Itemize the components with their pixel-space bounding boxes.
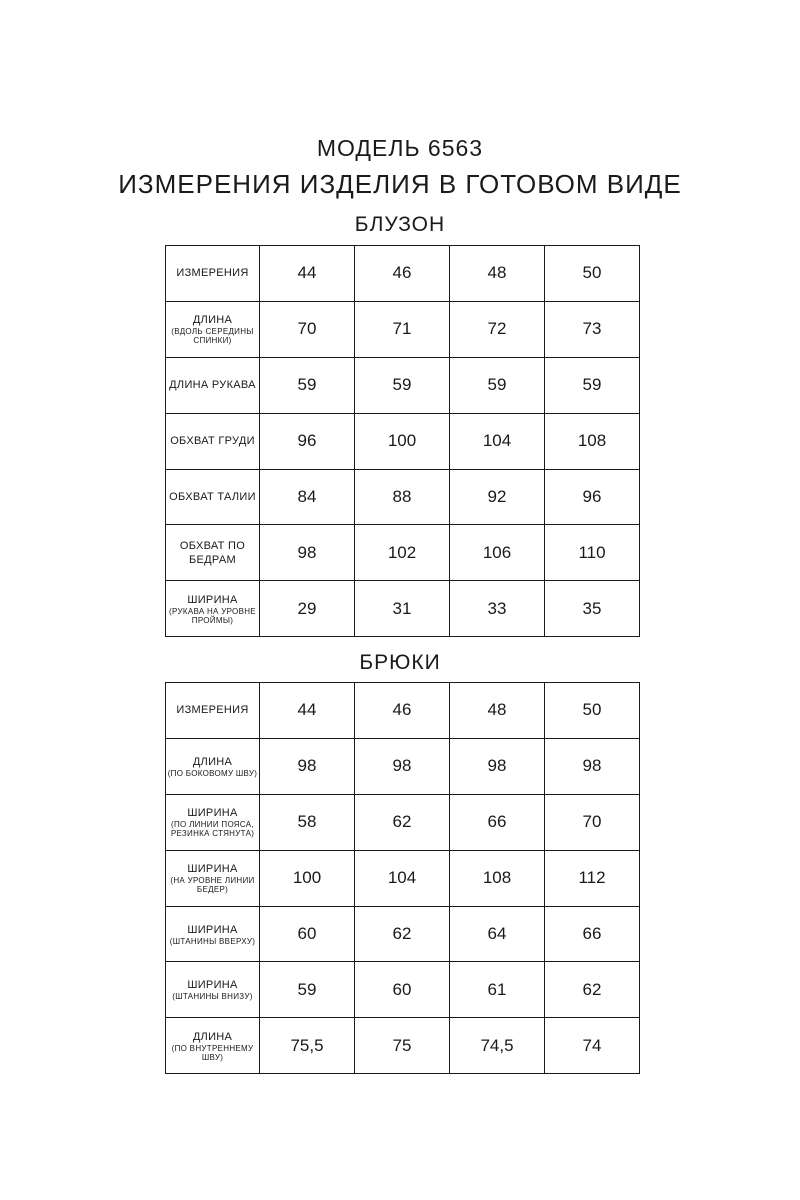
measurement-label-cell: [166, 850, 260, 906]
measurement-value-cell: 61: [450, 962, 545, 1018]
size-header-cell: 50: [545, 683, 640, 739]
header-label-cell: [166, 683, 260, 739]
measurement-value-cell: 59: [260, 357, 355, 413]
table-row: [166, 962, 640, 1018]
measurement-label: ШИРИНА: [187, 979, 238, 992]
table-header-row: [166, 246, 640, 302]
measurement-value-cell: 92: [450, 469, 545, 525]
measurement-value-cell: 88: [355, 469, 450, 525]
measurement-value-cell: 98: [450, 738, 545, 794]
measurement-value-cell: 70: [260, 301, 355, 357]
header-label: ИЗМЕРЕНИЯ: [176, 704, 249, 717]
measurement-value-cell: 60: [355, 962, 450, 1018]
table-row: [166, 794, 640, 850]
measurement-value-cell: 100: [355, 413, 450, 469]
table-row: [166, 301, 640, 357]
size-header-cell: 48: [450, 683, 545, 739]
measurement-value-cell: 104: [355, 850, 450, 906]
measurement-value-cell: 71: [355, 301, 450, 357]
measurement-value-cell: 62: [545, 962, 640, 1018]
measurement-value-cell: 98: [260, 738, 355, 794]
measurement-label: ОБХВАТ ГРУДИ: [170, 435, 255, 448]
measurement-label: ДЛИНА: [192, 314, 233, 327]
measurement-value-cell: 64: [450, 906, 545, 962]
measurement-label: ШИРИНА: [187, 807, 238, 820]
size-header-cell: 44: [260, 246, 355, 302]
measurement-value-cell: 59: [450, 357, 545, 413]
measurement-label: ШИРИНА: [187, 593, 238, 606]
measurement-value-cell: 110: [545, 525, 640, 581]
measurement-value-cell: 74,5: [450, 1018, 545, 1074]
measurement-label-cell: [166, 357, 260, 413]
blouse-section-title: БЛУЗОН: [354, 213, 446, 236]
measurement-value-cell: 66: [545, 906, 640, 962]
measurement-value-cell: 108: [545, 413, 640, 469]
measurement-label-cell: [166, 962, 260, 1018]
measurement-value-cell: 104: [450, 413, 545, 469]
measurement-value-cell: 72: [450, 301, 545, 357]
measurement-value-cell: 59: [355, 357, 450, 413]
size-header-cell: 44: [260, 683, 355, 739]
table-row: [166, 357, 640, 413]
pants-size-table: [165, 682, 640, 1074]
measurement-label: ДЛИНА: [192, 1030, 233, 1043]
measurement-value-cell: 108: [450, 850, 545, 906]
measurement-value-cell: 60: [260, 906, 355, 962]
size-header-cell: 50: [545, 246, 640, 302]
table-row: [166, 906, 640, 962]
measurement-label: ШИРИНА: [187, 863, 238, 876]
measurement-value-cell: 106: [450, 525, 545, 581]
measurement-label-cell: [166, 301, 260, 357]
measurement-sublabel: (ШТАНИНЫ ВВЕРХУ): [169, 936, 256, 946]
measurement-sublabel: (ШТАНИНЫ ВНИЗУ): [172, 992, 253, 1002]
measurement-label-cell: [166, 738, 260, 794]
measurement-label: ДЛИНА: [192, 755, 233, 768]
table-row: [166, 850, 640, 906]
measurement-value-cell: 84: [260, 469, 355, 525]
model-number: МОДЕЛЬ 6563: [316, 135, 484, 161]
measurement-value-cell: 75,5: [260, 1018, 355, 1074]
measurement-value-cell: 98: [355, 738, 450, 794]
measurement-label-cell: [166, 906, 260, 962]
measurement-value-cell: 29: [260, 581, 355, 637]
header-label-cell: [166, 246, 260, 302]
measurement-value-cell: 74: [545, 1018, 640, 1074]
measurement-value-cell: 73: [545, 301, 640, 357]
measurement-label-cell: [166, 794, 260, 850]
measurement-value-cell: 100: [260, 850, 355, 906]
table-row: [166, 581, 640, 637]
measurement-label-cell: [166, 525, 260, 581]
measurement-value-cell: 96: [260, 413, 355, 469]
blouse-size-table: [165, 245, 640, 637]
measurement-sublabel: (ПО БОКОВОМУ ШВУ): [167, 768, 258, 778]
measurement-value-cell: 98: [260, 525, 355, 581]
header-label: ИЗМЕРЕНИЯ: [176, 267, 249, 280]
measurement-value-cell: 62: [355, 794, 450, 850]
measurement-value-cell: 33: [450, 581, 545, 637]
measurement-value-cell: 112: [545, 850, 640, 906]
page-title: ИЗМЕРЕНИЯ ИЗДЕЛИЯ В ГОТОВОМ ВИДЕ: [118, 169, 682, 199]
measurement-sublabel: (РУКАВА НА УРОВНЕ ПРОЙМЫ): [169, 606, 256, 625]
measurement-value-cell: 59: [260, 962, 355, 1018]
table-row: [166, 469, 640, 525]
measurement-sublabel: (ВДОЛЬ СЕРЕДИНЫ СПИНКИ): [171, 327, 254, 346]
measurement-value-cell: 66: [450, 794, 545, 850]
measurement-value-cell: 98: [545, 738, 640, 794]
measurement-value-cell: 35: [545, 581, 640, 637]
measurement-value-cell: 62: [355, 906, 450, 962]
measurement-value-cell: 31: [355, 581, 450, 637]
measurement-sublabel: (ПО ЛИНИИ ПОЯСА, РЕЗИНКА СТЯНУТА): [170, 820, 255, 839]
measurement-label-cell: [166, 469, 260, 525]
measurement-value-cell: 102: [355, 525, 450, 581]
size-header-cell: 48: [450, 246, 545, 302]
measurement-label: ДЛИНА РУКАВА: [169, 379, 256, 392]
size-header-cell: 46: [355, 683, 450, 739]
measurement-label-cell: [166, 1018, 260, 1074]
measurement-value-cell: 58: [260, 794, 355, 850]
measurement-value-cell: 59: [545, 357, 640, 413]
table-row: [166, 525, 640, 581]
measurement-label: ШИРИНА: [187, 923, 238, 936]
table-header-row: [166, 683, 640, 739]
measurement-label-cell: [166, 581, 260, 637]
size-header-cell: 46: [355, 246, 450, 302]
table-row: [166, 413, 640, 469]
measurement-sublabel: (НА УРОВНЕ ЛИНИИ БЕДЕР): [170, 876, 255, 895]
pants-section-title: БРЮКИ: [359, 651, 441, 674]
table-row: [166, 738, 640, 794]
measurement-label-cell: [166, 413, 260, 469]
measurement-label: ОБХВАТ ПО БЕДРАМ: [179, 539, 246, 566]
table-row: [166, 1018, 640, 1074]
measurement-label: ОБХВАТ ТАЛИИ: [169, 491, 256, 503]
measurement-sublabel: (ПО ВНУТРЕННЕМУ ШВУ): [171, 1043, 254, 1062]
measurement-value-cell: 96: [545, 469, 640, 525]
measurement-value-cell: 70: [545, 794, 640, 850]
measurement-value-cell: 75: [355, 1018, 450, 1074]
